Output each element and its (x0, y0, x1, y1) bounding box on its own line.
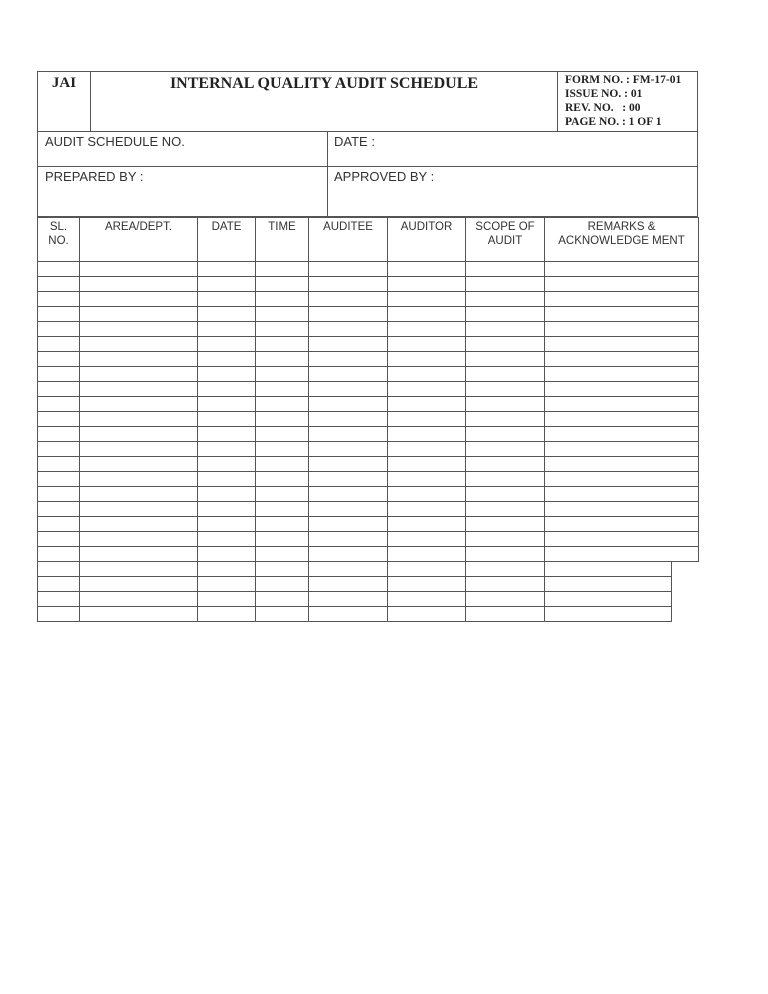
table-cell[interactable] (80, 262, 198, 277)
table-row (38, 382, 699, 397)
table-cell[interactable] (256, 442, 309, 457)
col-remarks: REMARKS & ACKNOWLEDGE MENT (545, 218, 699, 262)
approved-by-field[interactable] (328, 167, 698, 216)
table-cell[interactable] (309, 442, 388, 457)
table-cell[interactable] (198, 562, 256, 577)
table-cell[interactable] (545, 412, 699, 427)
table-cell[interactable] (545, 577, 672, 592)
col-area-dept: AREA/DEPT. (80, 218, 198, 262)
table-cell[interactable] (198, 262, 256, 277)
table-cell[interactable] (545, 352, 699, 367)
table-cell[interactable] (256, 502, 309, 517)
col-date: DATE (198, 218, 256, 262)
col-scope-of-audit: SCOPE OF AUDIT (466, 218, 545, 262)
table-cell[interactable] (545, 277, 699, 292)
table-cell[interactable] (38, 547, 80, 562)
table-cell[interactable] (256, 337, 309, 352)
table-cell[interactable] (198, 352, 256, 367)
table-cell[interactable] (309, 607, 388, 622)
table-cell[interactable] (80, 382, 198, 397)
table-cell[interactable] (309, 592, 388, 607)
table-cell[interactable] (256, 382, 309, 397)
table-cell[interactable] (388, 367, 466, 382)
table-cell[interactable] (80, 532, 198, 547)
table-row (38, 277, 699, 292)
table-cell[interactable] (545, 322, 699, 337)
table-cell[interactable] (198, 532, 256, 547)
col-auditor: AUDITOR (388, 218, 466, 262)
table-cell[interactable] (198, 457, 256, 472)
table-cell[interactable] (466, 472, 545, 487)
table-cell[interactable] (309, 427, 388, 442)
table-cell[interactable] (388, 262, 466, 277)
audit-schedule-no-label: AUDIT SCHEDULE NO. (45, 134, 185, 149)
table-row (38, 607, 672, 622)
col-time: TIME (256, 218, 309, 262)
table-cell[interactable] (309, 262, 388, 277)
schedule-table (37, 217, 699, 562)
table-cell[interactable] (466, 292, 545, 307)
table-cell[interactable] (466, 277, 545, 292)
audit-schedule-no-field[interactable] (38, 132, 328, 166)
table-cell[interactable] (466, 442, 545, 457)
table-cell[interactable] (545, 502, 699, 517)
table-cell[interactable] (38, 367, 80, 382)
table-cell[interactable] (545, 517, 699, 532)
table-cell[interactable] (38, 517, 80, 532)
table-cell[interactable] (309, 352, 388, 367)
table-cell[interactable] (198, 397, 256, 412)
company-logo-text: JAI (38, 72, 91, 131)
table-cell[interactable] (80, 562, 198, 577)
table-cell[interactable] (38, 592, 80, 607)
table-cell[interactable] (466, 352, 545, 367)
table-body (38, 262, 699, 562)
table-cell[interactable] (80, 337, 198, 352)
table-cell[interactable] (80, 547, 198, 562)
schedule-table-wrap (37, 217, 698, 562)
table-row (38, 307, 699, 322)
table-cell[interactable] (309, 397, 388, 412)
table-cell[interactable] (38, 457, 80, 472)
table-row (38, 562, 672, 577)
table-cell[interactable] (309, 562, 388, 577)
table-cell[interactable] (545, 307, 699, 322)
table-cell[interactable] (38, 322, 80, 337)
table-cell[interactable] (198, 337, 256, 352)
table-cell[interactable] (466, 337, 545, 352)
table-cell[interactable] (388, 292, 466, 307)
form-number: FORM NO. : FM-17-01 (565, 74, 682, 86)
table-cell[interactable] (309, 307, 388, 322)
table-cell[interactable] (198, 367, 256, 382)
form-title: INTERNAL QUALITY AUDIT SCHEDULE (91, 72, 558, 131)
table-row (38, 517, 699, 532)
table-cell[interactable] (388, 397, 466, 412)
table-cell[interactable] (80, 397, 198, 412)
table-row (38, 457, 699, 472)
table-cell[interactable] (80, 367, 198, 382)
table-cell[interactable] (38, 577, 80, 592)
table-cell[interactable] (256, 547, 309, 562)
table-cell[interactable] (388, 277, 466, 292)
table-cell[interactable] (545, 262, 699, 277)
table-row (38, 442, 699, 457)
table-cell[interactable] (80, 292, 198, 307)
table-cell[interactable] (38, 307, 80, 322)
table-cell[interactable] (466, 367, 545, 382)
table-cell[interactable] (545, 292, 699, 307)
table-cell[interactable] (198, 517, 256, 532)
table-cell[interactable] (466, 547, 545, 562)
table-cell[interactable] (38, 607, 80, 622)
table-cell[interactable] (545, 472, 699, 487)
table-cell[interactable] (545, 337, 699, 352)
table-cell[interactable] (38, 277, 80, 292)
table-row (38, 397, 699, 412)
table-cell[interactable] (256, 322, 309, 337)
table-cell[interactable] (388, 502, 466, 517)
table-cell[interactable] (198, 427, 256, 442)
table-cell[interactable] (80, 472, 198, 487)
table-cell[interactable] (388, 487, 466, 502)
table-cell[interactable] (545, 442, 699, 457)
table-cell[interactable] (38, 292, 80, 307)
table-cell[interactable] (38, 412, 80, 427)
audit-schedule-form (37, 71, 698, 562)
col-sl-no: SL. NO. (38, 218, 80, 262)
table-cell[interactable] (256, 577, 309, 592)
table-cell[interactable] (388, 442, 466, 457)
table-cell[interactable] (198, 442, 256, 457)
table-cell[interactable] (309, 517, 388, 532)
table-cell[interactable] (38, 427, 80, 442)
table-row (38, 547, 699, 562)
table-header-row (38, 218, 699, 262)
form-metadata (559, 72, 697, 131)
table-cell[interactable] (256, 532, 309, 547)
table-cell[interactable] (198, 472, 256, 487)
table-cell[interactable] (256, 562, 309, 577)
table-cell[interactable] (466, 487, 545, 502)
table-cell[interactable] (388, 472, 466, 487)
table-cell[interactable] (545, 367, 699, 382)
table-cell[interactable] (466, 322, 545, 337)
date-field[interactable] (328, 132, 698, 166)
table-cell[interactable] (80, 277, 198, 292)
table-cell[interactable] (466, 592, 545, 607)
table-cell[interactable] (256, 292, 309, 307)
table-row (38, 427, 699, 442)
info-row-schedule (37, 132, 698, 167)
table-cell[interactable] (256, 592, 309, 607)
table-cell[interactable] (80, 427, 198, 442)
table-row (38, 532, 699, 547)
table-cell[interactable] (38, 397, 80, 412)
table-cell[interactable] (80, 307, 198, 322)
table-cell[interactable] (388, 607, 466, 622)
prepared-by-field[interactable] (38, 167, 328, 216)
table-row (38, 292, 699, 307)
table-cell[interactable] (388, 412, 466, 427)
approved-by-label: APPROVED BY : (334, 169, 435, 184)
table-row (38, 592, 672, 607)
table-cell[interactable] (466, 397, 545, 412)
table-cell[interactable] (80, 607, 198, 622)
table-cell[interactable] (198, 592, 256, 607)
table-cell[interactable] (198, 307, 256, 322)
table-cell[interactable] (545, 607, 672, 622)
table-cell[interactable] (198, 382, 256, 397)
revision-number: REV. NO. : 00 (565, 102, 641, 114)
table-cell[interactable] (309, 292, 388, 307)
table-cell[interactable] (388, 592, 466, 607)
table-cell[interactable] (256, 367, 309, 382)
table-cell[interactable] (466, 607, 545, 622)
table-cell[interactable] (309, 457, 388, 472)
table-cell[interactable] (545, 427, 699, 442)
table-cell[interactable] (256, 472, 309, 487)
table-cell[interactable] (466, 307, 545, 322)
table-cell[interactable] (38, 352, 80, 367)
table-cell[interactable] (38, 532, 80, 547)
table-row (38, 367, 699, 382)
table-cell[interactable] (388, 457, 466, 472)
table-cell[interactable] (309, 532, 388, 547)
table-cell[interactable] (80, 352, 198, 367)
table-cell[interactable] (309, 277, 388, 292)
table-cell[interactable] (80, 412, 198, 427)
table-cell[interactable] (38, 337, 80, 352)
col-auditee: AUDITEE (309, 218, 388, 262)
table-cell[interactable] (309, 382, 388, 397)
table-cell[interactable] (256, 517, 309, 532)
table-body-continuation (38, 562, 672, 622)
table-cell[interactable] (38, 382, 80, 397)
table-row (38, 352, 699, 367)
table-cell[interactable] (256, 412, 309, 427)
table-cell[interactable] (545, 532, 699, 547)
table-cell[interactable] (466, 502, 545, 517)
table-row (38, 322, 699, 337)
table-cell[interactable] (545, 592, 672, 607)
table-cell[interactable] (80, 487, 198, 502)
table-cell[interactable] (198, 292, 256, 307)
table-cell[interactable] (309, 322, 388, 337)
table-cell[interactable] (256, 277, 309, 292)
table-cell[interactable] (198, 322, 256, 337)
table-cell[interactable] (309, 337, 388, 352)
issue-number: ISSUE NO. : 01 (565, 88, 643, 100)
table-cell[interactable] (309, 502, 388, 517)
table-cell[interactable] (466, 262, 545, 277)
table-cell[interactable] (466, 412, 545, 427)
table-cell[interactable] (80, 502, 198, 517)
prepared-by-label: PREPARED BY : (45, 169, 144, 184)
table-cell[interactable] (466, 517, 545, 532)
table-cell[interactable] (80, 322, 198, 337)
table-cell[interactable] (309, 487, 388, 502)
table-cell[interactable] (256, 397, 309, 412)
table-cell[interactable] (466, 427, 545, 442)
table-cell[interactable] (388, 337, 466, 352)
table-row (38, 502, 699, 517)
table-cell[interactable] (388, 322, 466, 337)
table-cell[interactable] (388, 547, 466, 562)
table-cell[interactable] (38, 442, 80, 457)
table-cell[interactable] (545, 547, 699, 562)
table-cell[interactable] (388, 517, 466, 532)
table-cell[interactable] (466, 532, 545, 547)
table-cell[interactable] (256, 427, 309, 442)
table-cell[interactable] (80, 457, 198, 472)
table-cell[interactable] (466, 577, 545, 592)
table-cell[interactable] (256, 607, 309, 622)
table-cell[interactable] (256, 307, 309, 322)
table-cell[interactable] (198, 412, 256, 427)
table-row (38, 487, 699, 502)
table-cell[interactable] (545, 487, 699, 502)
table-cell[interactable] (466, 382, 545, 397)
table-cell[interactable] (198, 577, 256, 592)
table-cell[interactable] (466, 562, 545, 577)
table-cell[interactable] (545, 457, 699, 472)
table-row (38, 472, 699, 487)
table-cell[interactable] (309, 412, 388, 427)
table-row (38, 577, 672, 592)
table-cell[interactable] (309, 472, 388, 487)
table-row (38, 337, 699, 352)
table-cell[interactable] (38, 472, 80, 487)
page-number: PAGE NO. : 1 OF 1 (565, 116, 662, 128)
table-cell[interactable] (388, 562, 466, 577)
table-row (38, 412, 699, 427)
table-cell[interactable] (256, 457, 309, 472)
table-cell[interactable] (198, 277, 256, 292)
table-cell[interactable] (256, 262, 309, 277)
table-cell[interactable] (545, 397, 699, 412)
table-cell[interactable] (256, 352, 309, 367)
table-cell[interactable] (38, 562, 80, 577)
form-header (37, 71, 698, 132)
table-cell[interactable] (545, 382, 699, 397)
table-cell[interactable] (309, 547, 388, 562)
table-cell[interactable] (80, 592, 198, 607)
table-cell[interactable] (38, 502, 80, 517)
table-cell[interactable] (545, 562, 672, 577)
table-cell[interactable] (309, 367, 388, 382)
info-row-approval (37, 167, 698, 217)
table-cell[interactable] (388, 427, 466, 442)
table-cell[interactable] (466, 457, 545, 472)
table-cell[interactable] (80, 577, 198, 592)
table-cell[interactable] (309, 577, 388, 592)
table-cell[interactable] (388, 382, 466, 397)
table-cell[interactable] (38, 487, 80, 502)
table-cell[interactable] (80, 442, 198, 457)
table-cell[interactable] (198, 607, 256, 622)
table-cell[interactable] (38, 262, 80, 277)
table-cell[interactable] (388, 577, 466, 592)
table-row (38, 262, 699, 277)
table-cell[interactable] (388, 352, 466, 367)
table-cell[interactable] (198, 547, 256, 562)
table-cell[interactable] (256, 487, 309, 502)
date-label: DATE : (334, 134, 375, 149)
table-cell[interactable] (198, 487, 256, 502)
table-cell[interactable] (388, 307, 466, 322)
table-cell[interactable] (80, 517, 198, 532)
table-cell[interactable] (198, 502, 256, 517)
table-cell[interactable] (388, 532, 466, 547)
schedule-table-continuation (37, 561, 672, 622)
